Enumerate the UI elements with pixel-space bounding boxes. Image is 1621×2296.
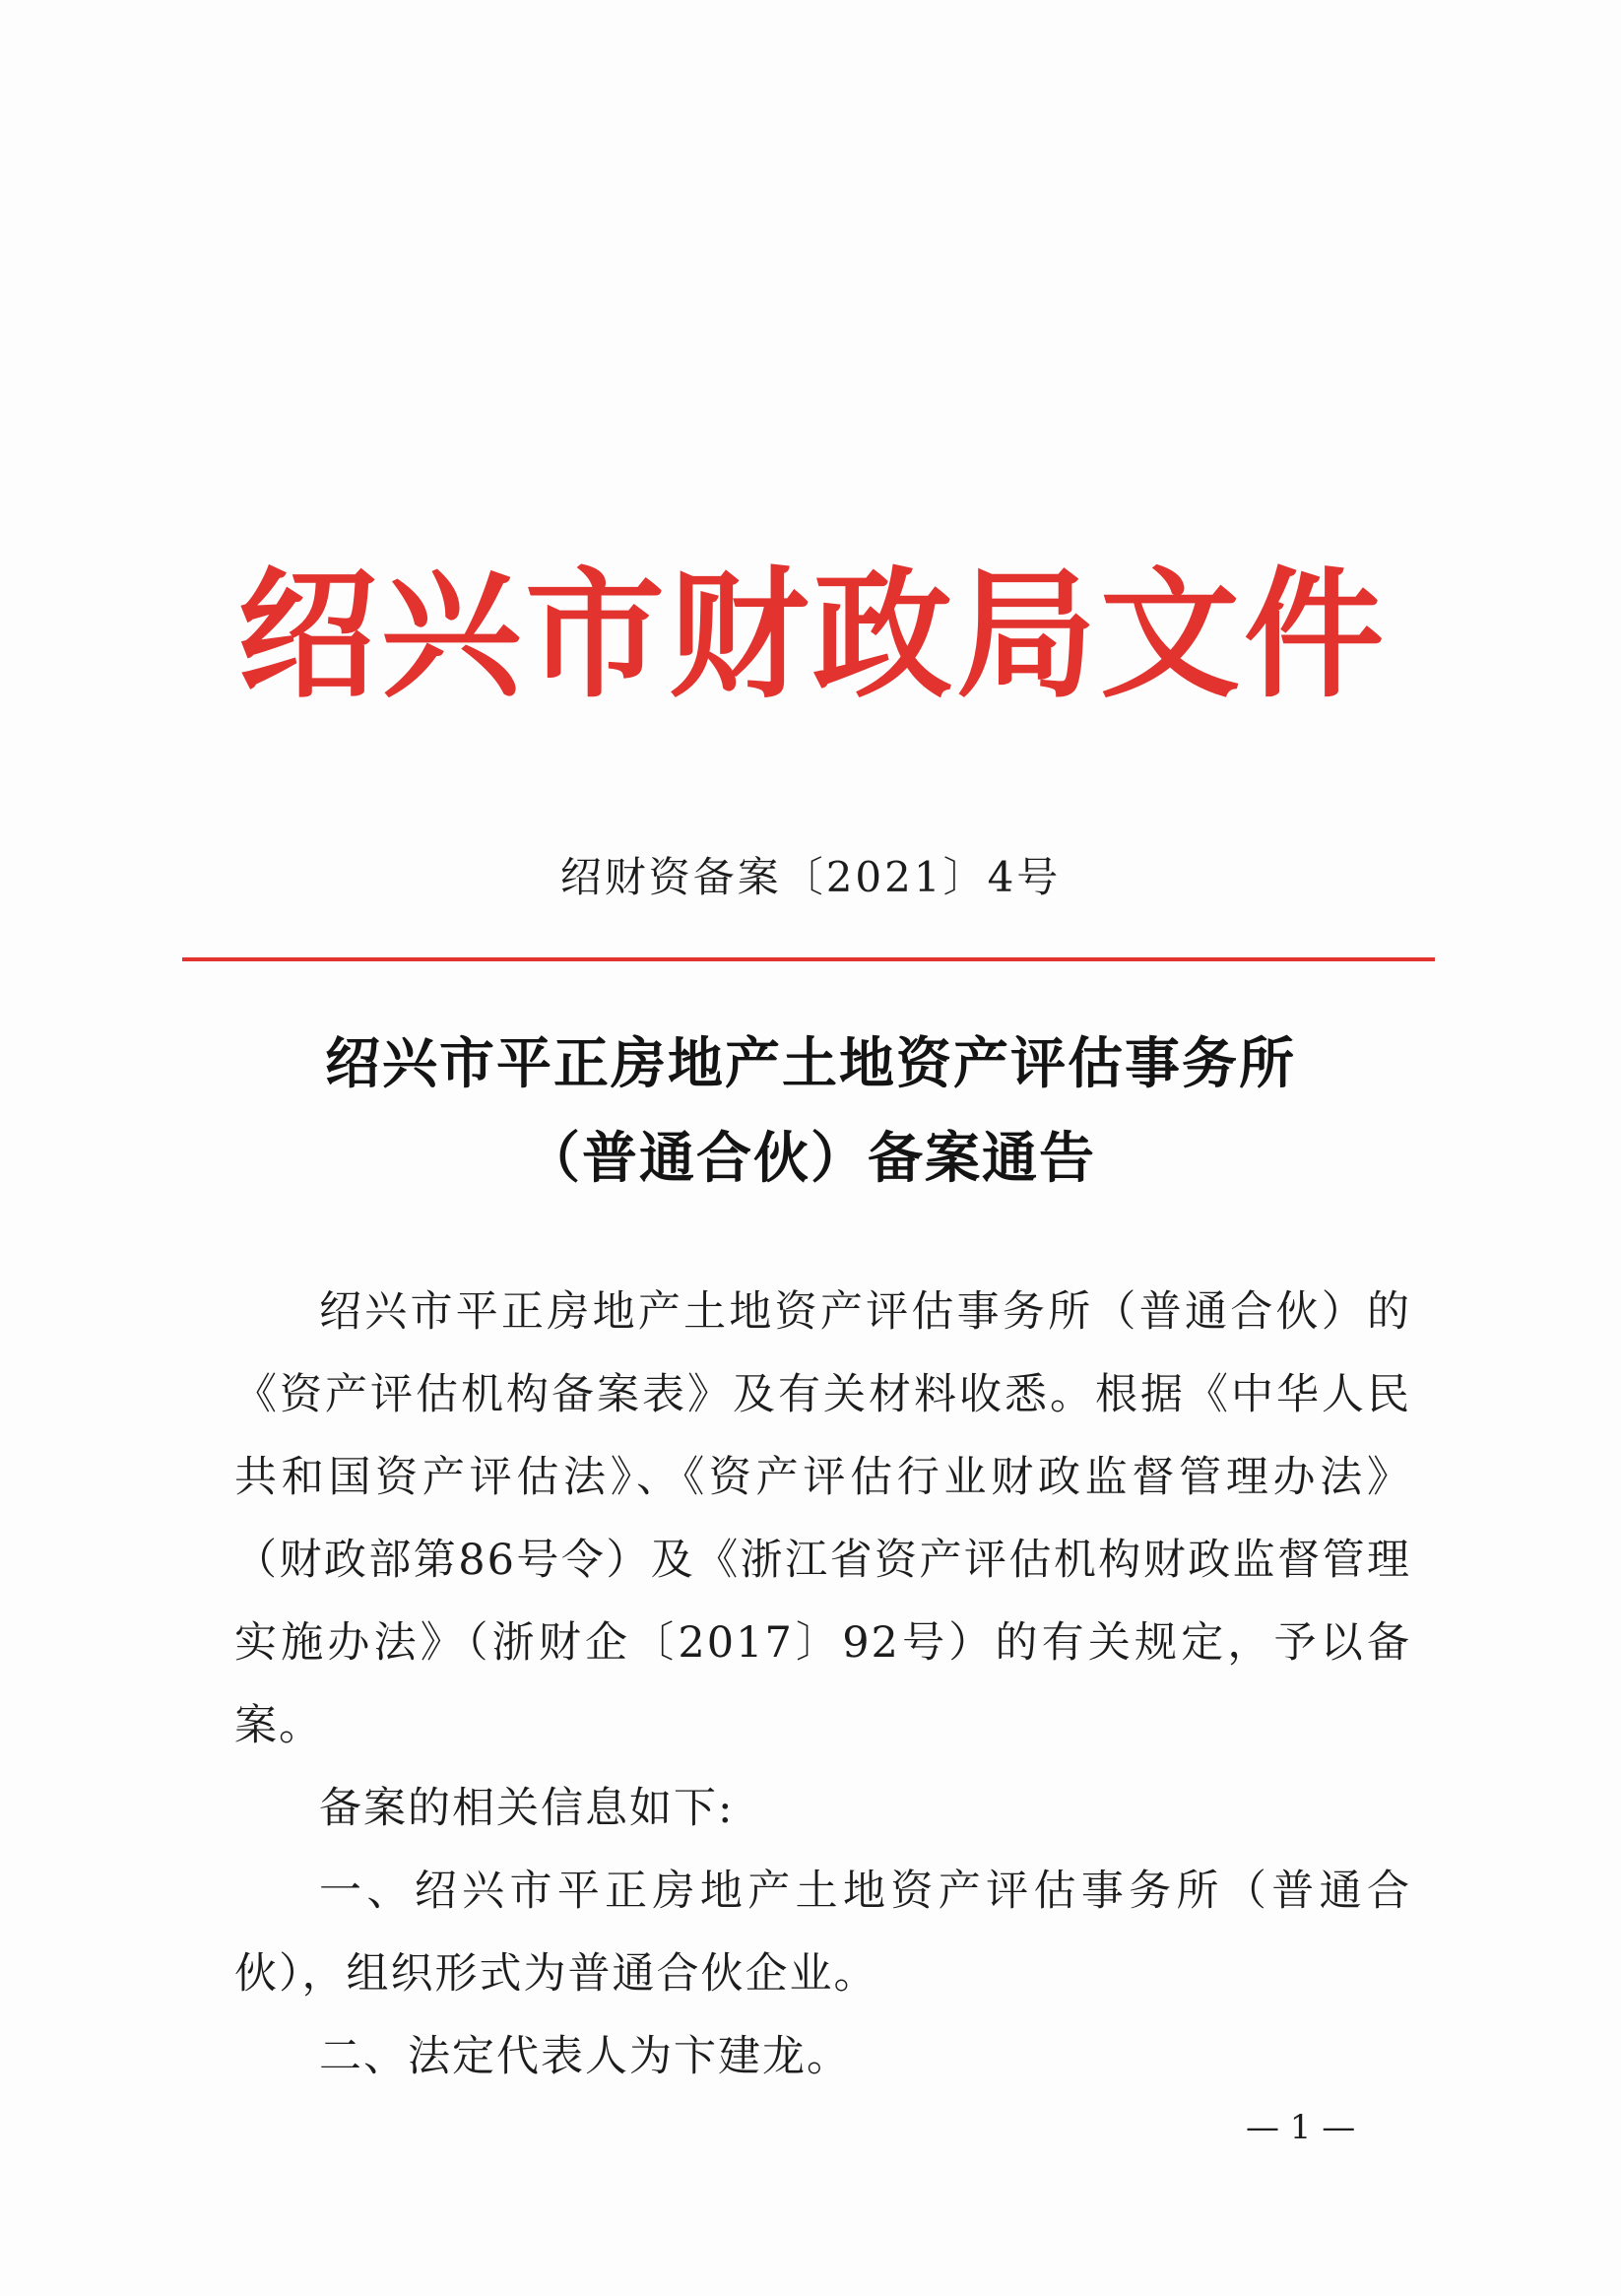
masthead-title: 绍兴市财政局文件: [237, 555, 1388, 717]
red-separator-rule: [182, 957, 1435, 961]
document-number: 绍财资备案〔2021〕4号: [559, 853, 1062, 901]
document-title-line-2: （普通合伙）备案通告: [525, 1126, 1096, 1191]
body-paragraph-2: 备案的相关信息如下:: [319, 1784, 735, 1833]
body-paragraph-4: 二、法定代表人为卞建龙。: [319, 2032, 851, 2081]
body-paragraph-1: 绍兴市平正房地产土地资产评估事务所（普通合伙）的《资产评估机构备案表》及有关材料收悉。根据《中华人民共和国资产评估法》、《资产评估行业财政监督管理办法》（财政部第86号令）及《浙江省资产评估机构财政监督管理实施办法》（浙财企〔2017〕92号）的有关规定，予以备案。: [234, 1287, 1411, 1750]
document-title-line-1: 绍兴市平正房地产土地资产评估事务所: [325, 1031, 1296, 1096]
page-number: — 1 —: [1246, 2108, 1356, 2147]
body-paragraph-3: 一、绍兴市平正房地产土地资产评估事务所（普通合伙），组织形式为普通合伙企业。: [234, 1867, 1411, 1999]
document-body: [234, 1271, 1411, 2098]
